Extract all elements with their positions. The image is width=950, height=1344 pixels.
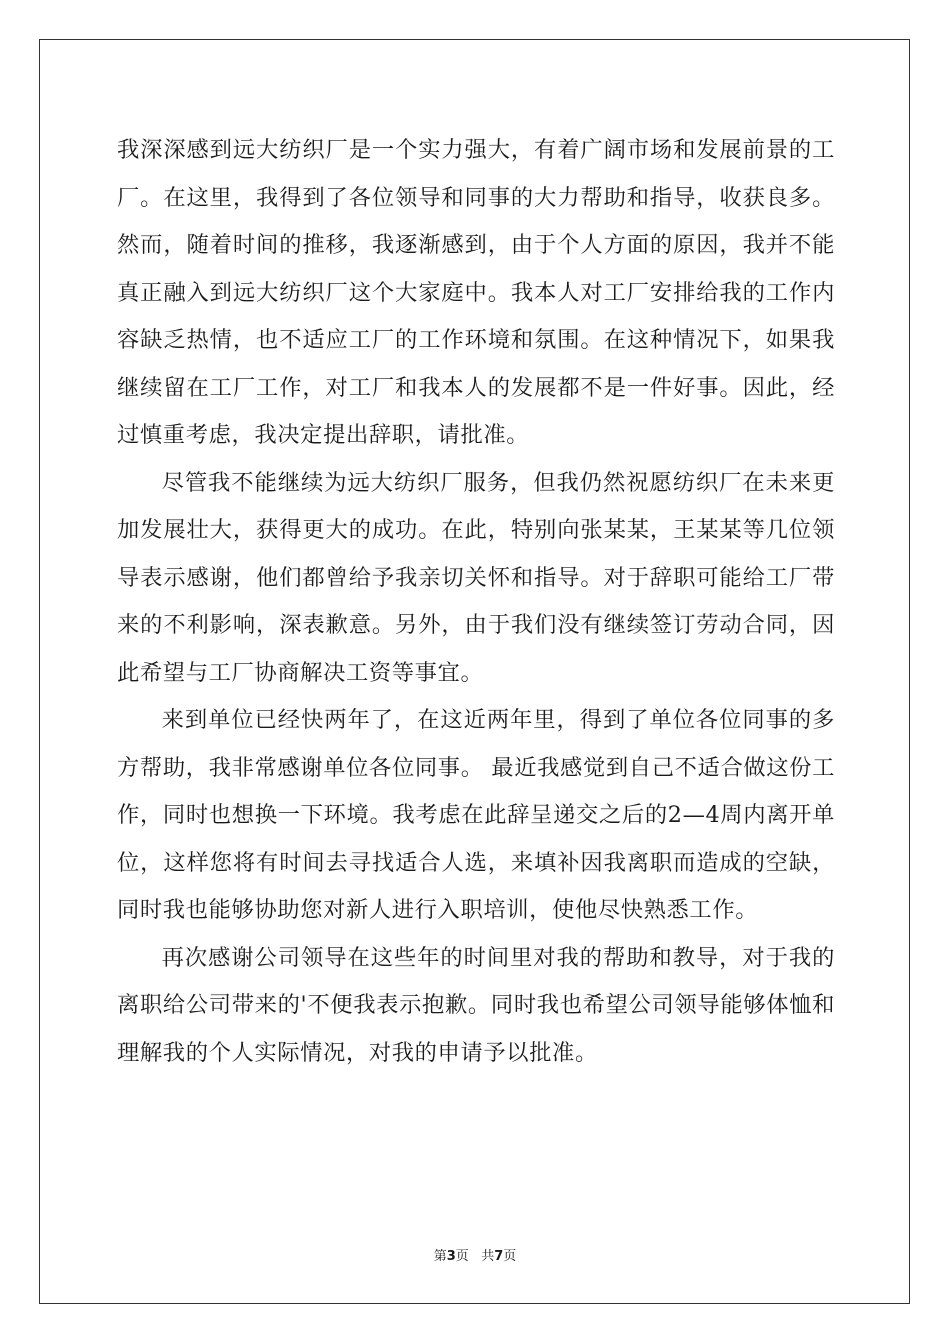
page-footer bbox=[0, 1249, 950, 1265]
paragraph: 再次感谢公司领导在这些年的时间里对我的帮助和教导，对于我的离职给公司带来的'不便我表示抱歉。同时我也希望公司领导能够体恤和理解我的个人实际情况，对我的申请予以批准。 bbox=[117, 944, 835, 1066]
total-pages: 7 bbox=[494, 1249, 504, 1264]
paragraph: 尽管我不能继续为远大纺织厂服务，但我仍然祝愿纺织厂在未来更加发展壮大，获得更大的成功。在此，特别向张某某，王某某等几位领导表示感谢，他们都曾给予我亲切关怀和指导。对于辞职可能给工厂带来的不利影响，深表歉意。另外，由于我们没有继续签订劳动合同，因此希望与工厂协商解决工资等事宜。 bbox=[117, 469, 835, 686]
paragraph-continued: 我深深感到远大纺织厂是一个实力强大，有着广阔市场和发展前景的工厂。在这里，我得到了各位领导和同事的大力帮助和指导，收获良多。然而，随着时间的推移，我逐渐感到，由于个人方面的原因，我并不能真正融入到远大纺织厂这个大家庭中。我本人对工厂安排给我的工作内容缺乏热情，也不适应工厂的工作环境和氛围。在这种情况下，如果我继续留在工厂工作，对工厂和我本人的发展都不是一件好事。因此，经过慎重考虑，我决定提出辞职，请批准。 bbox=[117, 137, 835, 448]
paragraph: 来到单位已经快两年了，在这近两年里，得到了单位各位同事的多方帮助，我非常感谢单位各位同事。 最近我感觉到自己不适合做这份工作，同时也想换一下环境。我考虑在此辞呈递交之后的2—4周内离开单位，这样您将有时间去寻找适合人选，来填补因我离职而造成的空缺，同时我也能够协助您对新人进行入职培训，使他尽快熟悉工作。 bbox=[117, 707, 835, 923]
total-prefix: 共 bbox=[481, 1249, 495, 1264]
page-prefix: 第 bbox=[433, 1249, 447, 1264]
total-suffix: 页 bbox=[503, 1249, 517, 1264]
page-suffix: 页 bbox=[455, 1249, 469, 1264]
page-number: 3 bbox=[446, 1249, 456, 1264]
document-body bbox=[117, 127, 835, 1077]
